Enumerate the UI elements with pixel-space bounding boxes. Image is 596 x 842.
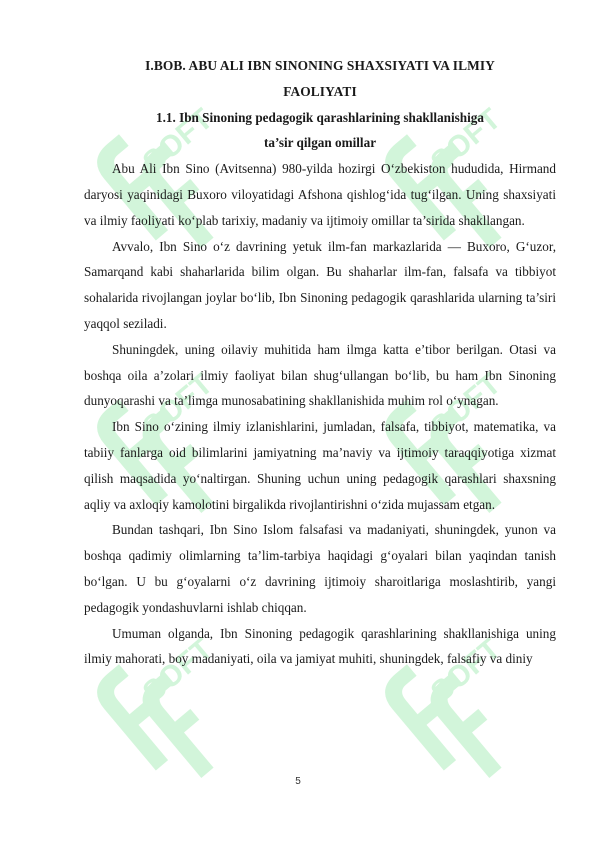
watermark-text: SOFT [424, 367, 508, 445]
paragraph: Umuman olganda, Ibn Sinoning pedagogik qarashlarining shakllanishiga uning ilmiy mahorati, boy madaniyati, oila va jamiyat muhiti, shuningdek, falsafiy va diniy [84, 625, 556, 667]
page-number: 5 [295, 776, 301, 787]
section-title-line-2: ta’sir qilgan omillar [263, 135, 377, 151]
paragraph: Shuningdek, uning oilaviy muhitida ham ilmga katta e’tibor berilgan. Otasi va boshqa oila a’zolari ilmiy faoliyat bilan shug‘ullangan bo‘lib, bu ham Ibn Sinoning dunyoqarashi va ta’limga munosabatining shakllanishida muhim rol o‘ynagan. [84, 341, 556, 409]
document-body [84, 53, 556, 672]
watermark-text: SOFT [136, 367, 220, 445]
watermark-text: SOFT [424, 632, 508, 710]
paragraph: Bundan tashqari, Ibn Sino Islom falsafasi va madaniyati, shuningdek, yunon va boshqa qadimiy olimlarning ta’lim-tarbiya haqidagi g‘oyalari bilan yaqindan tanish bo‘lgan. U bu g‘oyalarni o‘z davrining ijtimoiy sharoitlariga moslashtirib, yangi pedagogik yondashuvlarni ishlab chiqqan. [84, 522, 556, 615]
paragraph: Abu Ali Ibn Sino (Avitsenna) 980-yilda hozirgi O‘zbekiston hududida, Hirmand daryosi yaqinidagi Buxoro viloyatidagi Afshona qishlog‘ida tug‘ilgan. Uning shaxsiyati va ilmiy faoliyati ko‘plab tarixiy, madaniy va ijtimoiy omillar ta’sirida shakllangan. [84, 161, 556, 228]
watermark-text: SOFT [424, 102, 508, 180]
paragraph: Ibn Sino o‘zining ilmiy izlanishlarini, jumladan, falsafa, tibbiyot, matematika, va tabiiy fanlarga oid bilimlarini jamiyatning ma’naviy va ijtimoiy taraqqiyotiga xizmat qilish maqsadida yo‘naltirgan. Shuning uchun uning pedagogik qarashlari shaxsning aqliy va axloqiy kamolotini birgalikda rivojlantirishni o‘zida mujassam etgan. [84, 419, 556, 512]
section-title-line-1: 1.1. Ibn Sinoning pedagogik qarashlarining shakllanishiga [156, 109, 484, 125]
chapter-title-line-2: FAOLIYATI [283, 83, 357, 99]
watermark-text: SOFT [136, 102, 220, 180]
watermark-text: SOFT [136, 632, 220, 710]
chapter-title-line-1: I.BOB. ABU ALI IBN SINONING SHAXSIYATI VA ILMIY [145, 58, 495, 73]
paragraph: Avvalo, Ibn Sino o‘z davrining yetuk ilm-fan markazlarida — Buxoro, G‘uzor, Samarqand kabi shaharlarida bilim olgan. Bu shaharlar ilm-fan, falsafa va tibbiyot sohalarida rivojlangan joylar bo‘lib, Ibn Sinoning pedagogik qarashlarida ularning ta’siri yaqqol seziladi. [84, 238, 556, 331]
